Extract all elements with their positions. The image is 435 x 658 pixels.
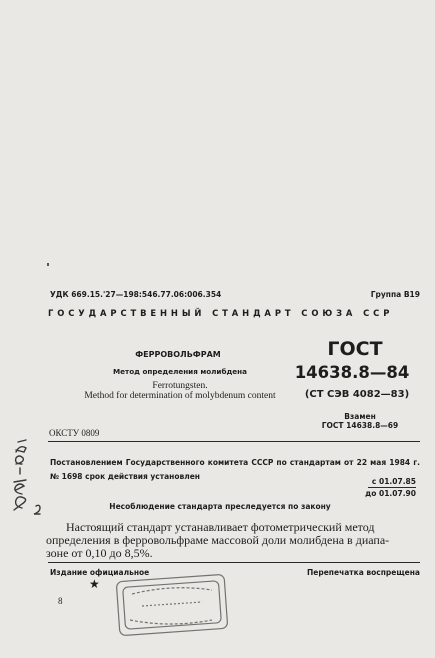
validity-divider — [368, 487, 416, 488]
page-number: 8 — [58, 596, 63, 606]
official-edition: Издание официальное — [50, 568, 150, 577]
group-code: Группа В19 — [370, 290, 420, 299]
body-line: определения в ферровольфраме массовой доли молибдена в диапа- — [46, 533, 390, 547]
okstu-code: ОКСТУ 0809 — [49, 428, 100, 438]
reprint-prohibited: Перепечатка воспрещена — [306, 568, 420, 577]
standard-banner: ГОСУДАРСТВЕННЫЙ СТАНДАРТ СОЮЗА ССР — [48, 308, 394, 318]
divider — [48, 441, 420, 442]
gost-label: ГОСТ — [327, 338, 383, 360]
subtitle-ru: Метод определения молибдена — [113, 367, 247, 376]
noncompliance-notice: Несоблюдение стандарта преследуется по закону — [109, 502, 331, 511]
title-ru: ФЕРРОВОЛЬФРАМ — [135, 350, 221, 359]
replaces-label: Взамен — [344, 412, 376, 421]
title-en: Ferrotungsten. — [152, 381, 208, 391]
body-line: зоне от 0,10 до 8,5%. — [46, 546, 153, 560]
scan-speck — [47, 263, 49, 266]
subtitle-en: Method for determination of molybdenum content — [84, 391, 276, 401]
footer-divider — [48, 562, 420, 563]
udk-code: УДК 669.15.'27—198:546.77.06:006.354 — [50, 290, 222, 299]
decree-text: Постановлением Государственного комитета СССР по стандартам от 22 мая 1984 г. № 1698 срок действия установлен — [50, 458, 420, 481]
replaces-gost: ГОСТ 14638.8—69 — [321, 421, 399, 430]
star-icon: ★ — [89, 577, 100, 591]
handwritten-note-icon — [4, 428, 44, 518]
validity-to: до 01.07.90 — [365, 489, 416, 498]
gost-number: 14638.8—84 — [294, 363, 410, 382]
body-line: Настоящий стандарт устанавливает фотометрический метод — [66, 520, 375, 534]
st-sev-reference: (СТ СЭВ 4082—83) — [304, 389, 410, 400]
body-paragraph — [46, 520, 421, 560]
validity-from: с 01.07.85 — [371, 477, 416, 486]
stamp-seal — [112, 570, 232, 640]
